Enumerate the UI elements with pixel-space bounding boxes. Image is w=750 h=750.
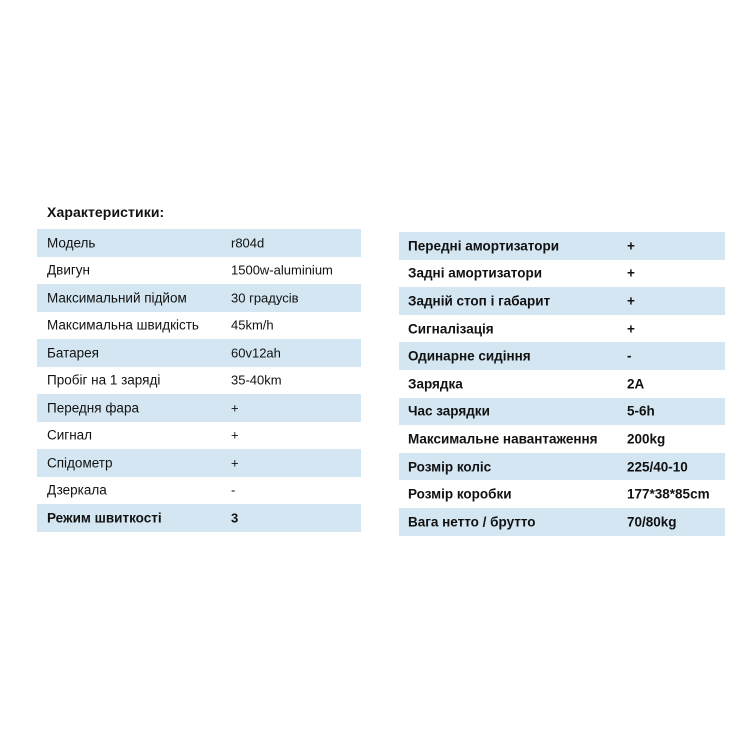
spec-label: Сигнал (47, 427, 93, 443)
spec-value: + (627, 238, 635, 254)
spec-value: + (231, 427, 239, 443)
spec-row-single-seat (399, 342, 725, 370)
spec-value: - (627, 348, 632, 364)
spec-row-rear-shocks (399, 260, 725, 288)
spec-label: Передня фара (47, 400, 139, 416)
spec-value: 200kg (627, 431, 666, 447)
spec-label: Сигналізація (408, 321, 494, 337)
spec-row-mirrors (37, 477, 361, 505)
spec-row-max-speed (37, 312, 361, 340)
spec-value: 45km/h (231, 317, 274, 333)
spec-value: 1500w-aluminium (231, 262, 333, 278)
spec-row-speed-modes (37, 504, 361, 532)
spec-row-battery (37, 339, 361, 367)
spec-label: Максимальне навантаження (408, 431, 598, 447)
spec-row-box-size (399, 480, 725, 508)
spec-value: 177*38*85cm (627, 486, 710, 502)
spec-label: Задні амортизатори (408, 265, 542, 281)
spec-row-speedometer (37, 449, 361, 477)
spec-label: Зарядка (408, 376, 463, 392)
spec-label: Розмір коробки (408, 486, 512, 502)
spec-value: r804d (231, 235, 265, 251)
spec-value: 2A (627, 376, 645, 392)
spec-row-charger (399, 370, 725, 398)
spec-value: 35-40km (231, 372, 282, 388)
spec-label: Одинарне сидіння (408, 348, 531, 364)
spec-label: Передні амортизатори (408, 238, 559, 254)
spec-value: 225/40-10 (627, 459, 688, 475)
specs-title: Характеристики: (47, 204, 165, 220)
spec-label: Максимальна швидкість (47, 317, 199, 333)
spec-value: + (231, 455, 239, 471)
spec-label: Задній стоп і габарит (408, 293, 551, 309)
spec-row-max-climb (37, 284, 361, 312)
spec-value: 3 (231, 510, 239, 526)
spec-row-wheel-size (399, 453, 725, 481)
spec-label: Розмір коліс (408, 459, 492, 475)
spec-row-front-shocks (399, 232, 725, 260)
spec-value: + (231, 400, 239, 416)
spec-label: Вага нетто / брутто (408, 514, 536, 530)
spec-label: Пробіг на 1 заряді (47, 372, 161, 388)
spec-label: Час зарядки (408, 403, 490, 419)
spec-row-rear-lights (399, 287, 725, 315)
spec-row-motor (37, 257, 361, 285)
specs-table-left (37, 229, 361, 532)
spec-value: 70/80kg (627, 514, 677, 530)
spec-value: + (627, 321, 635, 337)
spec-value: - (231, 482, 236, 498)
spec-label: Максимальний підйом (47, 290, 187, 306)
spec-value: 5-6h (627, 403, 655, 419)
spec-row-horn (37, 422, 361, 450)
spec-row-charge-time (399, 398, 725, 426)
spec-label: Дзеркала (47, 482, 107, 498)
spec-value: 30 градусів (231, 290, 299, 306)
spec-row-max-load (399, 425, 725, 453)
spec-label: Модель (47, 235, 96, 251)
spec-label: Спідометр (47, 455, 113, 471)
spec-value: 60v12ah (231, 345, 281, 361)
spec-label: Батарея (47, 345, 99, 361)
spec-row-alarm (399, 315, 725, 343)
spec-value: + (627, 265, 635, 281)
spec-value: + (627, 293, 635, 309)
spec-label: Двигун (47, 262, 90, 278)
spec-label: Режим швиткості (47, 510, 162, 526)
spec-row-model (37, 229, 361, 257)
spec-row-weight (399, 508, 725, 536)
spec-row-headlight (37, 394, 361, 422)
spec-row-range (37, 367, 361, 395)
specs-table-right (399, 232, 725, 536)
